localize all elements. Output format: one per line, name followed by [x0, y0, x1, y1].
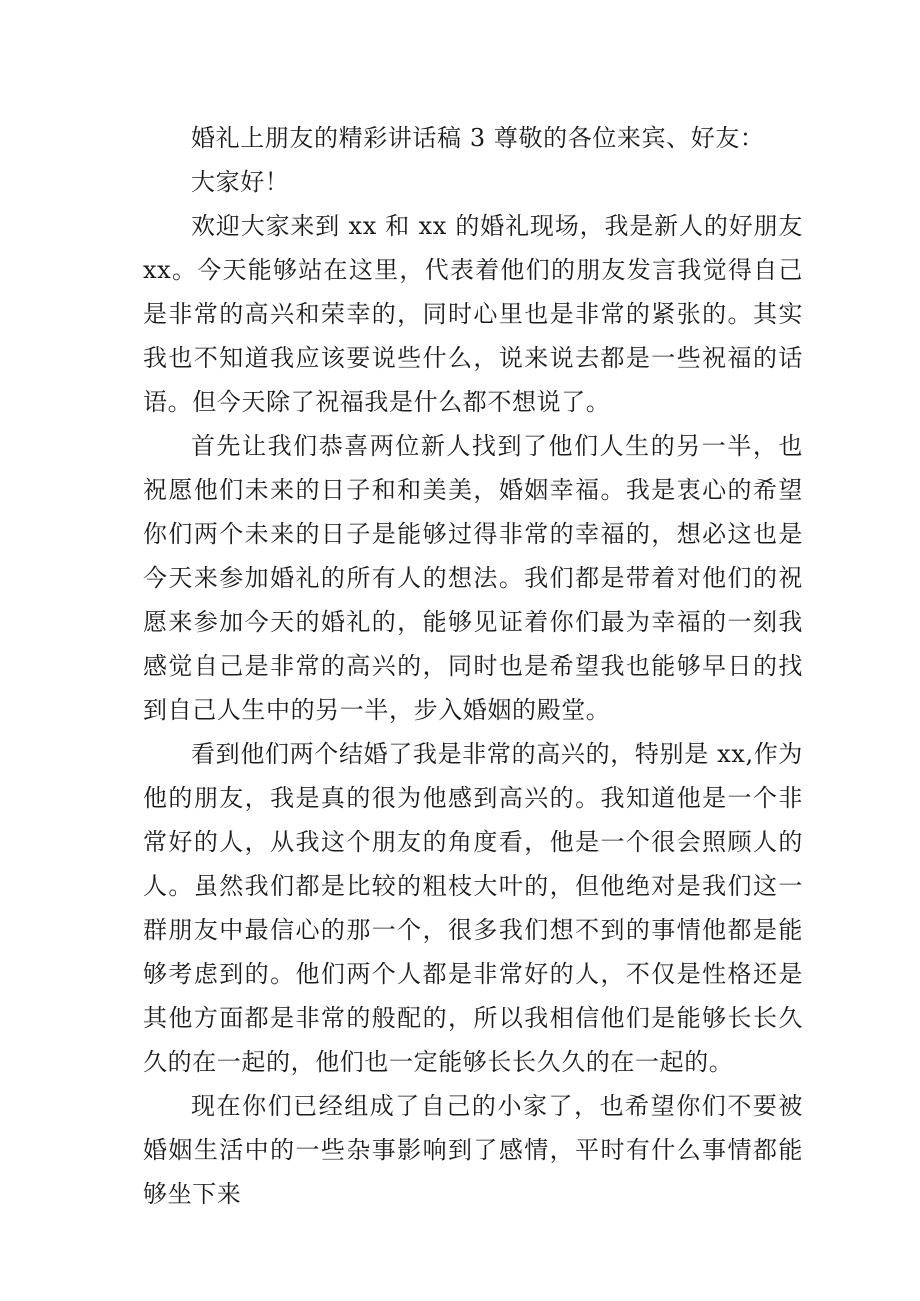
body-paragraph-congratulations: 首先让我们恭喜两位新人找到了他们人生的另一半，也祝愿他们未来的日子和和美美，婚姻幸福。我是衷心的希望你们两个未来的日子是能够过得非常的幸福的，想必这也是今天来参加婚礼的所有人的想法。我们都是带着对他们的祝愿来参加今天的婚礼的，能够见证着你们最为幸福的一刻我感觉自己是非常的高兴的，同时也是希望我也能够早日的找到自己人生中的另一半，步入婚姻的殿堂。: [143, 432, 803, 724]
greeting-paragraph: 大家好！: [191, 168, 290, 196]
document-body: [143, 116, 803, 1216]
title-line: 婚礼上朋友的精彩讲话稿 3 尊敬的各位来宾、好友：: [191, 124, 765, 152]
body-paragraph-friend: 看到他们两个结婚了我是非常的高兴的，特别是 xx,作为他的朋友，我是真的很为他感到高兴的。我知道他是一个非常好的人，从我这个朋友的角度看，他是一个很会照顾人的人。虽然我们都是比较的粗枝大叶的，但他绝对是我们这一群朋友中最信心的那一个，很多我们想不到的事情他都是能够考虑到的。他们两个人都是非常好的人，不仅是性格还是其他方面都是非常的般配的，所以我相信他们是能够长长久久的在一起的，他们也一定能够长长久久的在一起的。: [143, 740, 803, 1076]
body-paragraph-advice: 现在你们已经组成了自己的小家了，也希望你们不要被婚姻生活中的一些杂事影响到了感情，平时有什么事情都能够坐下来: [143, 1092, 803, 1208]
body-paragraph-welcome: 欢迎大家来到 xx 和 xx 的婚礼现场，我是新人的好朋友 xx。今天能够站在这里，代表着他们的朋友发言我觉得自己是非常的高兴和荣幸的，同时心里也是非常的紧张的。其实我也不知道我应该要说些什么，说来说去都是一些祝福的话语。但今天除了祝福我是什么都不想说了。: [143, 212, 803, 416]
